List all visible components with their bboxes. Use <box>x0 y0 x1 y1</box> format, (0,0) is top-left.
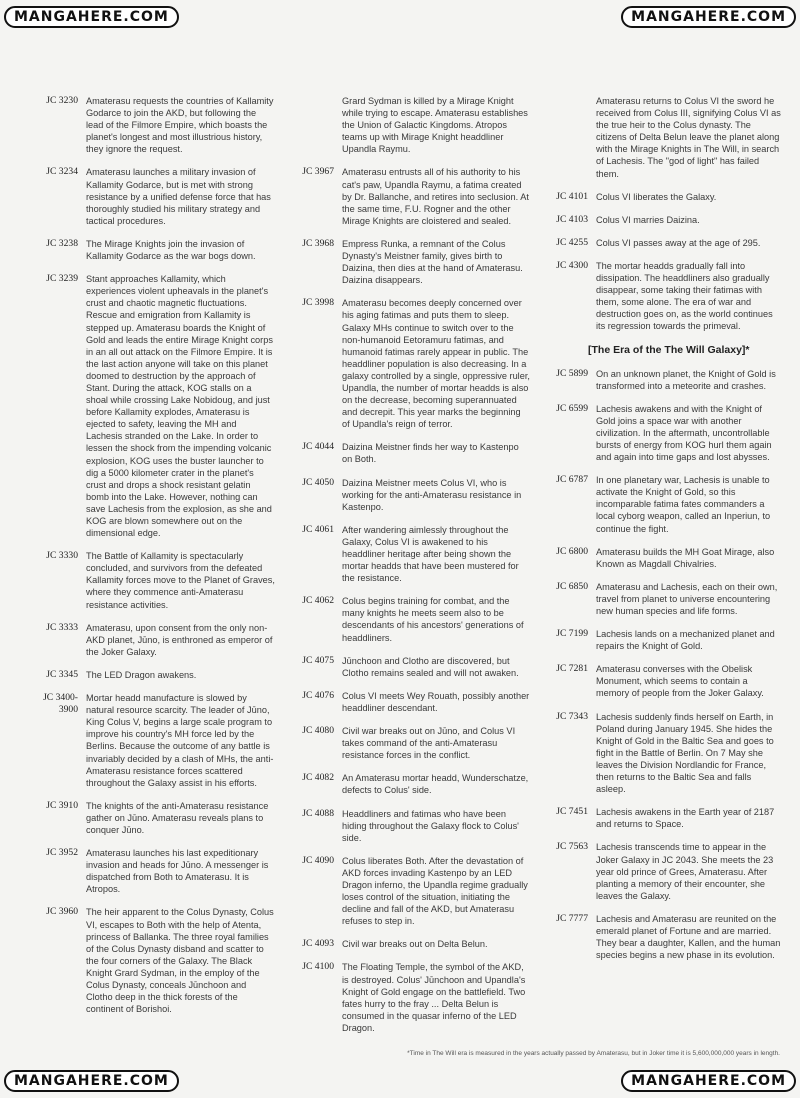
entry-text: Lachesis lands on a mechanized planet and repairs the Knight of Gold. <box>596 629 775 652</box>
entry-text: Amaterasu entrusts all of his authority to his cat's paw, Upandla Raymu, a fatima created by Dr. Ballanche, and retires into seclusion. At the same time, F.U. Rogner and the other Mirage Knights are cloistered and sealed. <box>342 167 529 226</box>
entry-year: JC 3952 <box>46 847 78 859</box>
timeline-entry <box>30 238 275 262</box>
entry-year <box>286 95 342 155</box>
timeline-entry <box>30 550 275 610</box>
timeline-entry <box>540 806 782 830</box>
entry-text: On an unknown planet, the Knight of Gold is transformed into a meteorite and crashes. <box>596 368 776 391</box>
timeline-entry <box>286 725 530 761</box>
entry-year: JC 4088 <box>302 807 334 819</box>
entry-text: In one planetary war, Lachesis is unable to activate the Knight of Gold, so this incomparable fatima fates commanders a local cyborg weapon, called an Inperiun, to continue the fight. <box>596 475 771 534</box>
timeline-entry <box>286 297 530 430</box>
timeline-entry <box>286 595 530 643</box>
entry-text: The knights of the anti-Amaterasu resistance gather on Jūno. Amaterasu reveals plans to conquer Jūno. <box>86 800 269 835</box>
timeline-entry <box>286 855 530 928</box>
timeline-entry <box>540 95 782 180</box>
entry-text: Amaterasu launches a military invasion of Kallamity Godarce, but is met with strong resistance by a unified defense force that has thoroughly studied his military strategy and tactical procedures. <box>86 167 271 226</box>
watermark-bottom-left: MANGAHERE.COM <box>4 1070 179 1092</box>
footnote: *Time in The Will era is measured in the years actually passed by Amaterasu, but in Joker time it is 5,600,000,000 years in length. <box>407 1050 780 1057</box>
timeline-entry <box>540 663 782 699</box>
entry-year: JC 3239 <box>46 273 78 285</box>
entry-year: JC 4044 <box>302 441 334 453</box>
timeline-entry <box>30 166 275 226</box>
entry-year: JC 6850 <box>556 580 588 592</box>
entry-text: Stant approaches Kallamity, which experiences violent upheavals in the planet's crust and chaotic magnetic fluctuations. Rescue and emigration from Kallamity is stepped up. Amaterasu boards the Knight of Gold and leads the entire Mirage Knight corps in an all out attack on the Filmore Empire. It is the last action anyone will take on this planet doomed to destruction by the approach of Stant. During the attack, KOG stalls on a shoal while crossing Lake Nobidoug, and just before Kallamity explodes, Amaterasu is ejected to safety, leaving the MH and Lachesis stranded on the Lake. In order to lessen the shock from the impending volcanic explosion, KOG uses the buster launcher to dig a 5000 kilometer crater in the planet's crust and drops a shock resistant gelatin bomb into the Lake. However, nothing can save Lachesis from the explosion, as she and KOG are blown somewhere out on the dimensional edge. <box>86 274 273 539</box>
entry-year: JC 4101 <box>556 190 588 202</box>
entry-text: Lachesis suddenly finds herself on Earth, in Poland during January 1945. She hides the Knight of Gold in the Baltic Sea and goes to fight in the Battle of Berlin. On 7 May she leaves the Division Nordlandic for France, then returns to the Baltic Sea and falls asleep. <box>596 711 774 795</box>
entry-text: Mortar headd manufacture is slowed by natural resource scarcity. The leader of Jūno, King Colus V, begins a large scale program to improve his country's MH force led by the Berlins. Because the outcome of any battle is invariably decided by a clash of MHs, the anti-Amaterasu resistance forces scattered throughout the Galaxy assist in his efforts. <box>86 693 274 788</box>
entry-text: The mortar headds gradually fall into dissipation. The headdliners also gradually disappear, some taking their fatimas with them, some alone. The era of war and destruction goes on, as the world continues its regression towards the primeval. <box>596 260 773 332</box>
entry-text: Colus VI meets Wey Rouath, possibly another headdliner descendant. <box>342 690 530 713</box>
entry-text: Jūnchoon and Clotho are discovered, but Clotho remains sealed and will not awaken. <box>342 655 519 678</box>
timeline-entry <box>540 191 782 203</box>
entry-text: The LED Dragon awakens. <box>86 669 197 680</box>
watermark-top-left: MANGAHERE.COM <box>4 6 179 28</box>
entry-text: Amaterasu becomes deeply concerned over his aging fatimas and puts them to sleep. Galaxy MHs continue to switch over to the non-humanoid Eetoramuru fatimas, and humanoid fatimas rarely appear in public. The headdliner population is also decreasing. In a galaxy controlled by a single, oppressive ruler, Upandla, the number of mortar headds is also on the decrease, becoming superannuated and decrepit. This year marks the beginning of Upandla's reign of terror. <box>342 298 530 430</box>
timeline-entry <box>286 166 530 226</box>
entry-text: Amaterasu returns to Colus VI the sword he received from Colus III, signifying Colus VI as the true heir to the Colus dynasty. The citizens of Delta Belun leave the planet along with the Mirage Knights in The Will, in search of Lachesis. The "god of light" has failed them. <box>596 96 781 179</box>
entry-year: JC 7281 <box>556 663 588 675</box>
entry-year: JC 4075 <box>302 654 334 666</box>
entry-year: JC 4100 <box>302 961 334 973</box>
entry-year: JC 5899 <box>556 367 588 379</box>
timeline-entry <box>286 808 530 844</box>
entry-year: JC 4300 <box>556 259 588 271</box>
entry-text: The Mirage Knights join the invasion of Kallamity Godarce as the war bogs down. <box>86 238 256 262</box>
timeline-entry <box>286 441 530 465</box>
timeline-entry <box>540 628 782 652</box>
entry-text: Empress Runka, a remnant of the Colus Dynasty's Meistner family, gives birth to Daizina, then dies at the hand of Amaterasu. Daizina disappears. <box>342 238 523 286</box>
timeline-entry <box>286 95 530 155</box>
entry-text: Colus liberates Both. After the devastation of AKD forces invading Kastenpo by an LED Dragon inferno, the Upandla regime gradually loses control of the situation, initiating the decline and fall of the AKD, but Amaterasu refuses to step in. <box>342 855 528 927</box>
entry-text: Colus VI marries Daizina. <box>596 214 700 225</box>
timeline-list-middle <box>286 95 530 1034</box>
entry-text: Headdliners and fatimas who have been hiding throughout the Galaxy flock to Colus' side. <box>342 808 519 843</box>
timeline-entry <box>540 237 782 249</box>
entry-text: Amaterasu, upon consent from the only non-AKD planet, Jūno, is enthroned as emperor of the Joker Galaxy. <box>86 622 273 657</box>
entry-year: JC 3345 <box>46 668 78 680</box>
timeline-entry <box>30 906 275 1015</box>
column-middle <box>286 95 530 1045</box>
entry-text: Civil war breaks out on Jūno, and Colus VI takes command of the anti-Amaterasu resistance forces in the conflict. <box>342 726 516 761</box>
entry-year: JC 7199 <box>556 628 588 640</box>
watermark-top-right: MANGAHERE.COM <box>621 6 796 28</box>
entry-text: An Amaterasu mortar headd, Wunderschatze, defects to Colus' side. <box>342 773 529 796</box>
entry-text: Lachesis transcends time to appear in the Joker Galaxy in JC 2043. She meets the 23 year old prince of Grees, Amaterasu. After planting a memory of their encounter, she leaves the Galaxy. <box>596 842 774 901</box>
entry-text: Civil war breaks out on Delta Belun. <box>342 939 488 950</box>
entry-text: After wandering aimlessly throughout the Galaxy, Colus VI is awakened to his headdliner heritage after being shown the mortar headds that have been mustered for the resistance. <box>342 524 519 584</box>
entry-text: Colus begins training for combat, and the many knights he meets seem also to be descendants of his ancestors' generations of headdliners. <box>342 596 524 643</box>
entry-year: JC 3998 <box>302 297 334 309</box>
entry-year: JC 3910 <box>46 799 78 811</box>
entry-year: JC 3230 <box>46 95 78 106</box>
entry-year: JC 4090 <box>302 854 334 866</box>
entry-text: Daizina Meistner meets Colus VI, who is working for the anti-Amaterasu resistance in Kastenpo. <box>342 477 522 512</box>
timeline-entry <box>286 477 530 513</box>
entry-year: JC 4062 <box>302 595 334 607</box>
entry-text: Amaterasu and Lachesis, each on their own, travel from planet to universe encountering new human species and life forms. <box>596 581 778 616</box>
entry-year: JC 7451 <box>556 806 588 818</box>
timeline-entry <box>540 368 782 392</box>
entry-year: JC 4255 <box>556 236 588 248</box>
entry-year: JC 6599 <box>556 402 588 414</box>
entry-text: Colus VI liberates the Galaxy. <box>596 191 717 202</box>
entry-year: JC 7777 <box>556 912 588 924</box>
timeline-entry <box>286 655 530 679</box>
entry-year: JC 3333 <box>46 621 78 633</box>
entry-text: Lachesis awakens and with the Knight of Gold joins a space war with another civilization. In the aftermath, uncontrollable bursts of energy from KOG hurl them again and again into time gaps and lost abysses. <box>596 403 772 463</box>
entry-year: JC 4061 <box>302 523 334 535</box>
entry-year: JC 3960 <box>46 906 78 918</box>
entry-year: JC 3234 <box>46 166 78 178</box>
entry-text: Amaterasu converses with the Obelisk Monument, which seems to contain a memory of people from the Joker Galaxy. <box>596 664 764 699</box>
timeline-entry <box>30 669 275 681</box>
entry-year: JC 4093 <box>302 938 334 950</box>
entry-year: JC 4050 <box>302 476 334 488</box>
entry-text: The Battle of Kallamity is spectacularly concluded, and survivors from the defeated Kallamity forces move to the Planet of Graves, where they commence anti-Amaterasu resistance activities. <box>86 551 275 610</box>
entry-year: JC 3330 <box>46 550 78 562</box>
timeline-entry <box>540 403 782 463</box>
timeline-list-right-bottom <box>540 368 782 962</box>
entry-text: The heir apparent to the Colus Dynasty, Colus VI, escapes to Both with the help of Atenta, princess of Ballanka. The three royal families of the Colus Dynasty disband and scatter to the four corners of the Galaxy. The Black Knight Grard Sydman, in the employ of the Colus Dynasty, conceals Jūnchoon and Clotho deep in the thick forests of the continent of Borishoi. <box>86 907 274 1015</box>
entry-text: Lachesis and Amaterasu are reunited on the emerald planet of Fortune and are married. They bear a daughter, Kallen, and the human species begins a new phase in its evolution. <box>596 913 781 961</box>
entry-text: The Floating Temple, the symbol of the AKD, is destroyed. Colus' Jūnchoon and Upandla's Knight of Gold engage on the battlefield. Two fates hurry to the fray ... Delta Belun is consumed in the quasar inferno of the LED Dragon. <box>342 962 526 1033</box>
timeline-entry <box>286 524 530 584</box>
column-left <box>30 95 275 1026</box>
entry-text: Grard Sydman is killed by a Mirage Knight while trying to escape. Amaterasu establishes the Union of Galactic Kingdoms. Atropos teams up with Mirage Knight headdliner Upandla Raymu. <box>342 96 528 155</box>
timeline-list-left <box>30 95 275 1015</box>
entry-year: JC 4103 <box>556 213 588 225</box>
timeline-entry <box>30 692 275 789</box>
timeline-entry <box>30 847 275 895</box>
entry-year: JC 3400-3900 <box>43 692 78 716</box>
entry-text: Amaterasu builds the MH Goat Mirage, also Known as Magdall Chivalries. <box>596 546 775 569</box>
timeline-entry <box>540 913 782 961</box>
timeline-entry <box>540 260 782 333</box>
entry-year: JC 7343 <box>556 710 588 722</box>
timeline-entry <box>540 711 782 796</box>
entry-text: Colus VI passes away at the age of 295. <box>596 237 761 248</box>
entry-year: JC 3238 <box>46 237 78 249</box>
timeline-entry <box>30 622 275 658</box>
timeline-entry <box>286 961 530 1034</box>
timeline-entry <box>30 95 275 155</box>
timeline-entry <box>30 273 275 539</box>
entry-year: JC 4082 <box>302 772 334 784</box>
entry-year: JC 7563 <box>556 841 588 853</box>
entry-text: Amaterasu launches his last expeditionary invasion and heads for Jūno. A messenger is dispatched from Both to Amaterasu. It is Atropos. <box>86 848 269 895</box>
timeline-entry <box>540 581 782 617</box>
timeline-list-right-top <box>540 95 782 333</box>
entry-year: JC 6800 <box>556 545 588 557</box>
column-right <box>540 95 782 972</box>
timeline-entry <box>540 841 782 901</box>
timeline-entry <box>286 690 530 714</box>
entry-year: JC 6787 <box>556 474 588 486</box>
timeline-entry <box>286 772 530 796</box>
entry-year <box>540 95 596 180</box>
timeline-entry <box>30 800 275 836</box>
entry-year: JC 3967 <box>302 166 334 178</box>
entry-year: JC 4076 <box>302 689 334 701</box>
era-heading: [The Era of the The Will Galaxy]* <box>588 343 750 356</box>
entry-year: JC 3968 <box>302 237 334 249</box>
entry-year: JC 4080 <box>302 725 334 737</box>
timeline-entry <box>540 546 782 570</box>
entry-text: Lachesis awakens in the Earth year of 2187 and returns to Space. <box>596 807 775 830</box>
entry-text: Daizina Meistner finds her way to Kastenpo on Both. <box>342 442 519 465</box>
watermark-bottom-right: MANGAHERE.COM <box>621 1070 796 1092</box>
timeline-entry <box>540 214 782 226</box>
timeline-entry <box>286 938 530 950</box>
entry-text: Amaterasu requests the countries of Kallamity Godarce to join the AKD, but following the lead of the Filmore Empire, which boasts the planet's longest and most illustrious history, they ignore the request. <box>86 96 274 155</box>
timeline-entry <box>286 238 530 286</box>
timeline-entry <box>540 474 782 534</box>
